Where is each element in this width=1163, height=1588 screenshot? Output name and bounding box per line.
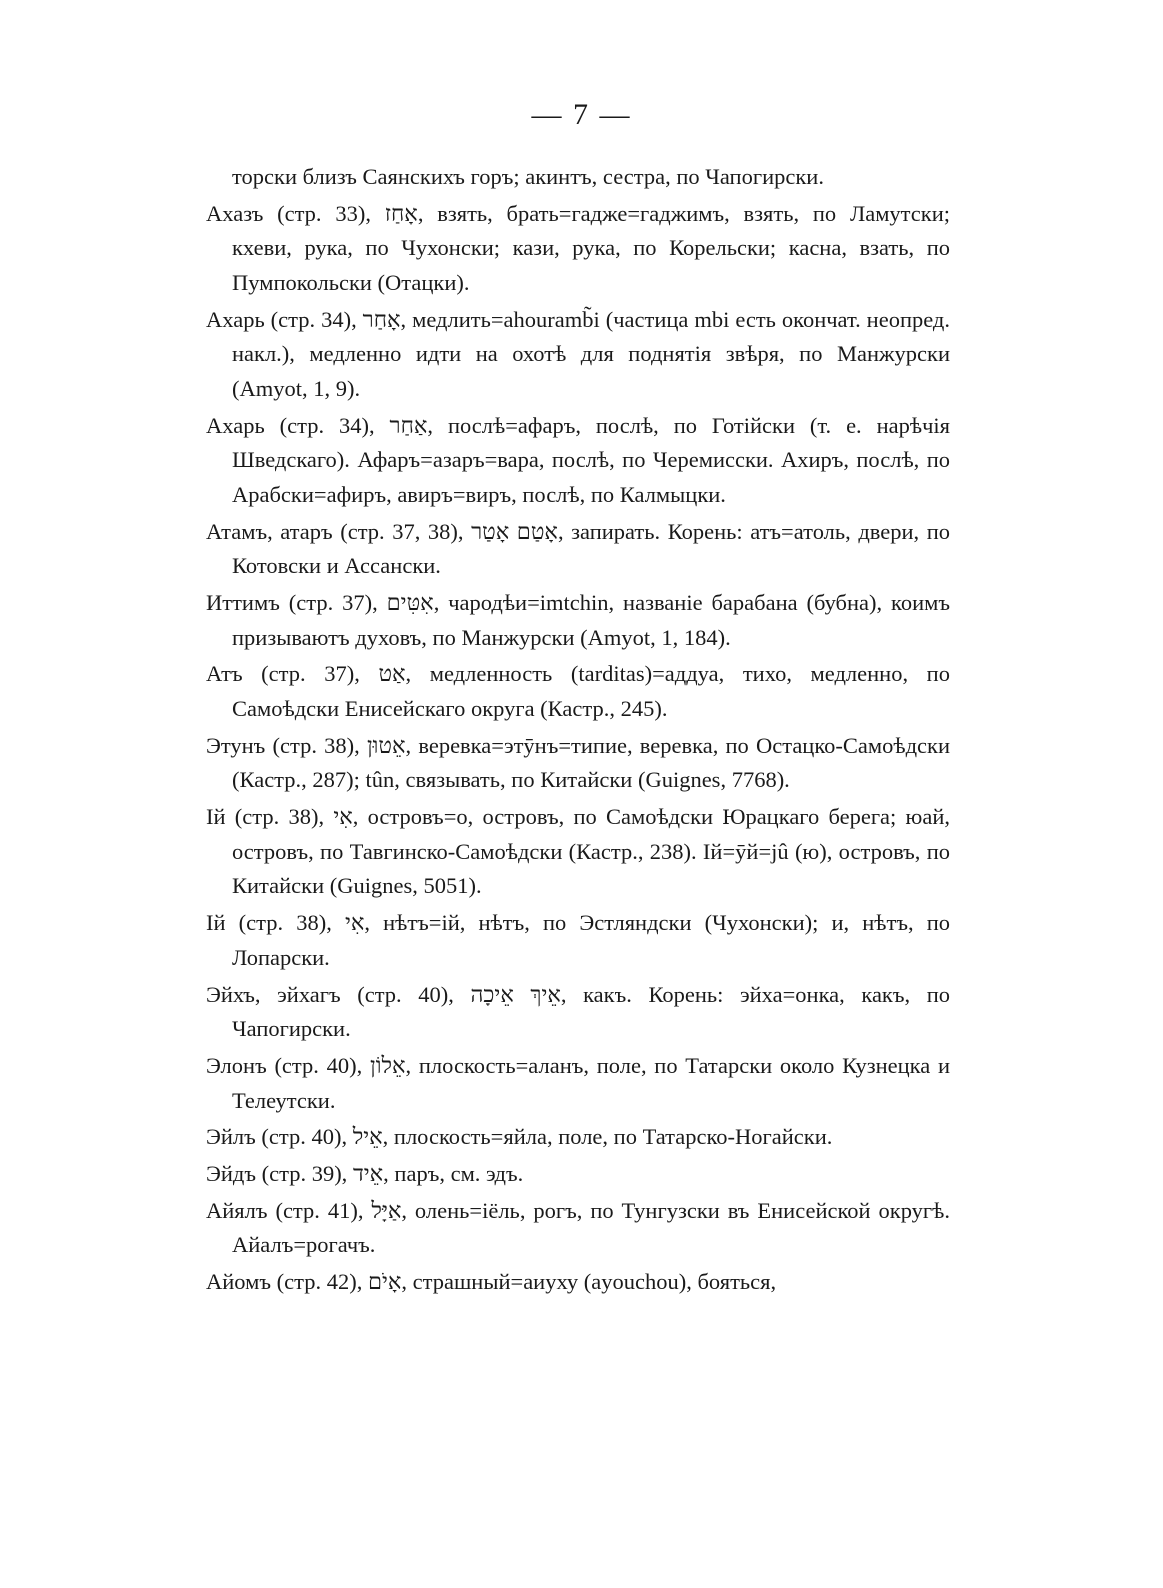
dictionary-entry: Эйлъ (стр. 40), אֵיל, плоскость=яйла, поле, по Татарско-Ногайски. xyxy=(206,1124,833,1150)
dictionary-entry: Атамъ, атаръ (стр. 37, 38), אָטַם אָטַר, запирать. Корень: атъ=атоль, двери, по Котовски и Ассански. xyxy=(206,518,951,579)
dictionary-entry: Этунъ (стр. 38), אֵטוּן, веревка=этӯнъ=типие, веревка, по Остацко-Самоѣдски (Кастр., 287); tûn, связывать, по Китайски (Guignes, 7768). xyxy=(206,732,950,793)
dictionary-entry: Ахазъ (стр. 33), אָחַז, взять, брать=гадже=гаджимъ, взять, по Ламутски; кхеви, рука, по Чухонски; кази, рука, по Корельски; касна, взать, по Пумпокольски (Отацки). xyxy=(206,200,950,295)
dictionary-entry: Атъ (стр. 37), אַט, медленность (tarditas)=аддуа, тихо, медленно, по Самоѣдски Енисейскаго округа (Кастр., 245). xyxy=(206,661,950,722)
dictionary-entry: Айомъ (стр. 42), אָיֹם, страшный=аиуху (ayouchou), бояться, xyxy=(206,1269,777,1295)
dictionary-entry: Элонъ (стр. 40), אֵלוֹן, плоскость=аланъ, поле, по Татарски около Кузнецка и Телеутски. xyxy=(206,1052,950,1113)
dictionary-entry: Ій (стр. 38), אִי, нѣтъ=ій, нѣтъ, по Эстляндски (Чухонски); и, нѣтъ, по Лопарски. xyxy=(206,910,950,970)
dictionary-entry: Ахарь (стр. 34), אַחַר, послѣ=афаръ, послѣ, по Готійски (т. е. нарѣчія Шведскаго). Афаръ=азаръ=вара, послѣ, по Черемисски. Ахиръ, послѣ, по Арабски=афиръ, авиръ=виръ, послѣ, по Калмыцки. xyxy=(206,412,950,507)
page-number: — 7 — xyxy=(531,98,632,131)
dictionary-entry: Айялъ (стр. 41), אַיָּל, олень=іёль, рогъ, по Тунгузски въ Енисейской округѣ. Айалъ=рогачъ. xyxy=(206,1197,950,1258)
dictionary-entry: Ахарь (стр. 34), אָחַר, медлить=ahouramb̃i (частица mbi есть окончат. неопред. накл.), медленно идти на охотѣ для поднятія звѣря, по Манжурски (Amyot, 1, 9). xyxy=(206,306,951,401)
dictionary-entry: Иттимъ (стр. 37), אִטִּים, чародѣи=imtchin, названіе барабана (бубна), коимъ призываютъ духовъ, по Манжурски (Amyot, 1, 184). xyxy=(206,590,950,650)
dictionary-entry: торски близъ Саянскихъ горъ; акинтъ, сестра, по Чапогирски. xyxy=(232,164,824,189)
dictionary-text xyxy=(206,160,950,1302)
dictionary-entry: Ій (стр. 38), אִי, островъ=о, островъ, по Самоѣдски Юрацкаго берега; юай, островъ, по Тавгинско-Самоѣдски (Кастр., 238). Ій=ӯй=jû (ю), островъ, по Китайски (Guignes, 5051). xyxy=(206,804,950,899)
dictionary-entry: Эйхъ, эйхагъ (стр. 40), אֵיךְ אֵיכָה, какъ. Корень: эйха=онка, какъ, по Чапогирски. xyxy=(206,981,951,1042)
dictionary-entry: Эйдъ (стр. 39), אֵיד, паръ, см. эдъ. xyxy=(206,1161,524,1187)
